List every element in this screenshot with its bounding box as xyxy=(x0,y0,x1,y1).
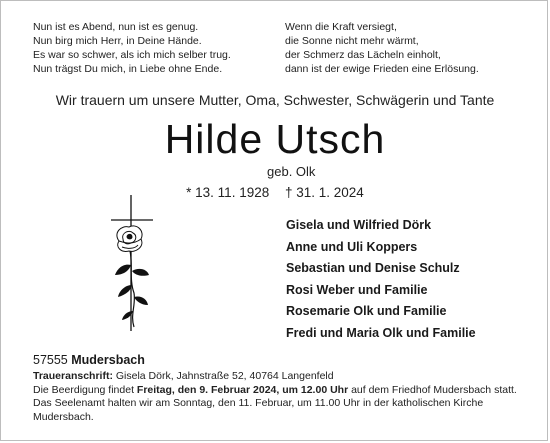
poem-line: die Sonne nicht mehr wärmt, xyxy=(285,35,419,47)
address-label: Traueranschrift: xyxy=(33,370,113,382)
funeral-notice xyxy=(33,384,517,398)
cross-rose-icon xyxy=(103,193,163,333)
mourner-entry: Anne und Uli Koppers xyxy=(286,239,418,254)
poem-line: Es war so schwer, als ich mich selber trug. xyxy=(33,49,231,61)
poem-line: Nun birg mich Herr, in Deine Hände. xyxy=(33,35,202,47)
poem-right xyxy=(285,20,479,76)
maiden-name: geb. Olk xyxy=(267,164,316,179)
funeral-post: auf dem Friedhof Mudersbach statt. xyxy=(348,383,517,396)
footer-notes xyxy=(33,370,517,424)
mourners-list xyxy=(286,215,476,345)
mourning-address xyxy=(33,370,517,384)
address-text: Gisela Dörk, Jahnstraße 52, 40764 Langenfeld xyxy=(112,370,334,382)
place-line xyxy=(33,353,145,367)
death-date: † 31. 1. 2024 xyxy=(285,185,364,200)
mourner-entry: Rosemarie Olk und Familie xyxy=(286,304,447,319)
poem-line: dann ist der ewige Frieden eine Erlösung. xyxy=(285,63,479,75)
deceased-name: Hilde Utsch xyxy=(164,116,386,162)
mass-notice-line1: Das Seelenamt halten wir am Sonntag, den 11. Februar, um 11.00 Uhr in der katholischen Kirche xyxy=(33,397,484,409)
poem-line: Wenn die Kraft versiegt, xyxy=(285,21,397,33)
mourner-entry: Sebastian und Denise Schulz xyxy=(286,261,460,276)
place-zip: 57555 xyxy=(33,353,68,367)
mass-notice-line2: Mudersbach. xyxy=(33,410,94,423)
mourner-entry: Gisela und Wilfried Dörk xyxy=(286,218,432,232)
poem-line: der Schmerz das Lächeln einholt, xyxy=(285,49,441,61)
funeral-date: Freitag, den 9. Februar 2024, um 12.00 Uhr xyxy=(136,383,349,396)
mourner-entry: Fredi und Maria Olk und Familie xyxy=(286,325,476,340)
poem-line: Nun ist es Abend, nun ist es genug. xyxy=(33,21,199,33)
birth-date: * 13. 11. 1928 xyxy=(186,185,270,200)
life-dates xyxy=(1,185,549,200)
mourner-entry: Rosi Weber und Familie xyxy=(286,282,428,297)
poem-left xyxy=(33,20,231,76)
place-city: Mudersbach xyxy=(71,353,145,367)
poem-line: Nun trägst Du mich, in Liebe ohne Ende. xyxy=(33,63,223,75)
intro-text: Wir trauern um unsere Mutter, Oma, Schwester, Schwägerin und Tante xyxy=(55,92,495,108)
funeral-pre: Die Beerdigung findet xyxy=(33,383,137,396)
